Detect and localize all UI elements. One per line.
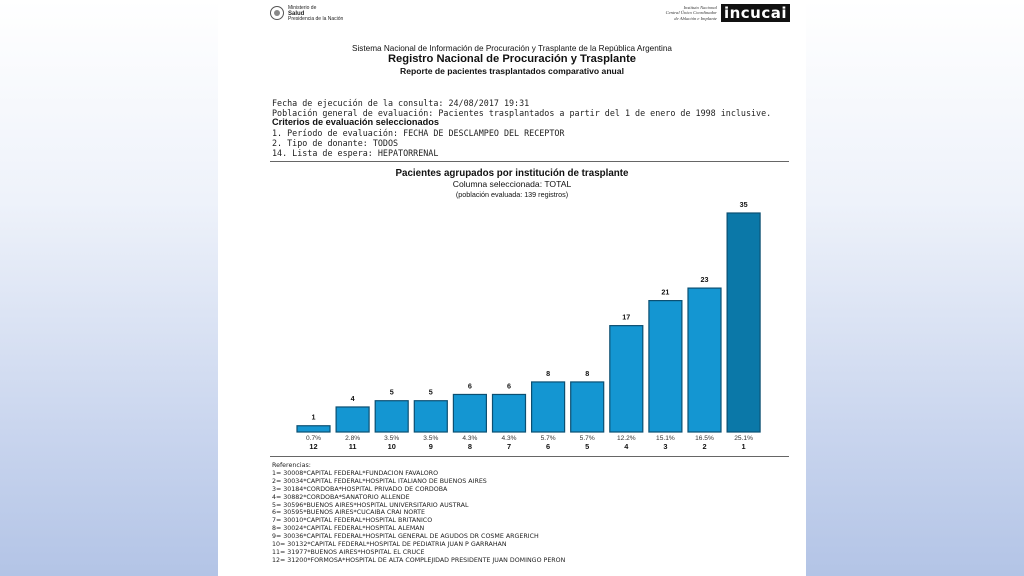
references-title: Referencias: bbox=[272, 462, 311, 469]
divider bbox=[270, 456, 789, 457]
bar bbox=[414, 401, 447, 432]
bar bbox=[571, 382, 604, 432]
ministry-line: Ministerio de bbox=[288, 5, 317, 11]
reference-item: 1= 30008*CAPITAL FEDERAL*FUNDACION FAVALORO bbox=[272, 469, 439, 477]
bar bbox=[297, 426, 330, 432]
ministry-line: Salud bbox=[288, 10, 305, 17]
bar-percent-label: 0.7% bbox=[305, 435, 322, 442]
reference-item: 8= 30024*CAPITAL FEDERAL*HOSPITAL ALEMAN bbox=[272, 525, 425, 533]
system-title: Sistema Nacional de Información de Procuración y Trasplante de la República Argentina bbox=[352, 44, 672, 53]
bar-value-label: 8 bbox=[585, 368, 590, 378]
bar bbox=[688, 288, 721, 432]
x-tick-label: 2 bbox=[702, 442, 707, 451]
bar-value-label: 4 bbox=[350, 393, 355, 403]
bar-percent-label: 16.5% bbox=[695, 435, 714, 442]
bar bbox=[610, 326, 643, 432]
references bbox=[272, 462, 565, 565]
x-tick-label: 12 bbox=[309, 442, 318, 451]
bar-percent-label: 2.8% bbox=[345, 435, 361, 442]
bar-percent-label: 3.5% bbox=[384, 435, 400, 442]
bar bbox=[453, 394, 486, 432]
x-tick-label: 3 bbox=[663, 442, 668, 451]
bar-percent-label: 15.1% bbox=[656, 435, 675, 442]
bar-percent-label: 4.3% bbox=[462, 435, 478, 442]
reference-item: 11= 31977*BUENOS AIRES*HOSPITAL EL CRUCE bbox=[272, 548, 425, 556]
bar-value-label: 17 bbox=[622, 312, 631, 322]
bar-percent-label: 25.1% bbox=[734, 435, 753, 442]
bar bbox=[336, 407, 369, 432]
incucai-logo: incucai bbox=[721, 4, 790, 22]
chart-subtitle: Columna seleccionada: TOTAL bbox=[452, 179, 572, 189]
x-tick-label: 7 bbox=[506, 442, 512, 451]
criteria-item: 2. Tipo de donante: TODOS bbox=[272, 138, 399, 148]
x-tick-label: 9 bbox=[428, 442, 433, 451]
x-tick-label: 11 bbox=[348, 442, 357, 451]
bar bbox=[649, 301, 682, 432]
reference-item: 3= 30184*CORDOBA*HOSPITAL PRIVADO DE CORDOBA bbox=[272, 485, 448, 493]
chart-note: (población evaluada: 139 registros) bbox=[455, 190, 569, 199]
bar-value-label: 6 bbox=[507, 381, 511, 391]
ministry-line: Presidencia de la Nación bbox=[288, 16, 344, 22]
x-tick-label: 10 bbox=[387, 442, 396, 451]
bar-value-label: 23 bbox=[700, 275, 709, 285]
criteria-title: Criterios de evaluación seleccionados bbox=[272, 117, 439, 127]
execution-date: Fecha de ejecución de la consulta: 24/08/2017 19:31 bbox=[272, 98, 530, 108]
bar bbox=[532, 382, 565, 432]
bar-value-label: 21 bbox=[661, 287, 670, 297]
bar-value-label: 5 bbox=[428, 387, 433, 397]
x-tick-label: 6 bbox=[546, 442, 551, 451]
criteria-item: 14. Lista de espera: HEPATORRENAL bbox=[272, 148, 439, 158]
reference-item: 9= 30036*CAPITAL FEDERAL*HOSPITAL GENERAL DE AGUDOS DR COSME ARGERICH bbox=[272, 533, 539, 541]
reference-item: 10= 30132*CAPITAL FEDERAL*HOSPITAL DE PEDIATRIA JUAN P GARRAHAN bbox=[272, 541, 507, 549]
bar-percent-label: 5.7% bbox=[579, 435, 595, 442]
report-document bbox=[218, 0, 806, 576]
bar-value-label: 1 bbox=[311, 412, 316, 422]
bar bbox=[375, 401, 408, 432]
bar-value-label: 8 bbox=[546, 368, 551, 378]
population-text: Población general de evaluación: Pacientes trasplantados a partir del 1 de enero de 1998 inclusive. bbox=[272, 108, 772, 118]
bar-percent-label: 3.5% bbox=[423, 435, 439, 442]
chart-title: Pacientes agrupados por institución de trasplante bbox=[395, 168, 629, 179]
registry-title: Registro Nacional de Procuración y Trasplante bbox=[387, 53, 637, 65]
institute-line: de Ablación e Implante bbox=[674, 15, 717, 21]
institute-line: Instituto Nacional bbox=[683, 4, 717, 10]
reference-item: 4= 30882*CORDOBA*SANATORIO ALLENDE bbox=[272, 493, 410, 501]
bar-value-label: 35 bbox=[739, 200, 748, 209]
bar-value-label: 5 bbox=[389, 387, 394, 397]
report-title: Reporte de pacientes trasplantados comparativo anual bbox=[400, 66, 624, 76]
reference-item: 7= 30010*CAPITAL FEDERAL*HOSPITAL BRITANICO bbox=[272, 517, 433, 525]
bar-percent-label: 12.2% bbox=[616, 435, 636, 442]
institute-line: Central Único Coordinador bbox=[665, 10, 717, 16]
x-tick-label: 8 bbox=[467, 442, 472, 451]
reference-item: 12= 31200*FORMOSA*HOSPITAL DE ALTA COMPLEJIDAD PRESIDENTE JUAN DOMINGO PERON bbox=[272, 556, 566, 564]
bar-chart bbox=[218, 0, 806, 460]
x-tick-label: 1 bbox=[741, 442, 746, 451]
bar bbox=[727, 213, 760, 432]
x-tick-label: 5 bbox=[585, 442, 590, 451]
reference-item: 6= 30595*BUENOS AIRES*CUCAIBA CRAI NORTE bbox=[272, 509, 425, 517]
bar-percent-label: 4.3% bbox=[501, 435, 517, 442]
criteria-item: 1. Período de evaluación: FECHA DE DESCLAMPEO DEL RECEPTOR bbox=[272, 128, 565, 138]
reference-item: 5= 30596*BUENOS AIRES*HOSPITAL UNIVERSITARIO AUSTRAL bbox=[272, 501, 469, 509]
reference-item: 2= 30034*CAPITAL FEDERAL*HOSPITAL ITALIANO DE BUENOS AIRES bbox=[272, 477, 487, 485]
x-tick-label: 4 bbox=[624, 442, 629, 451]
bar-percent-label: 5.7% bbox=[540, 435, 556, 442]
bar-value-label: 6 bbox=[467, 381, 472, 391]
bar bbox=[493, 394, 526, 432]
